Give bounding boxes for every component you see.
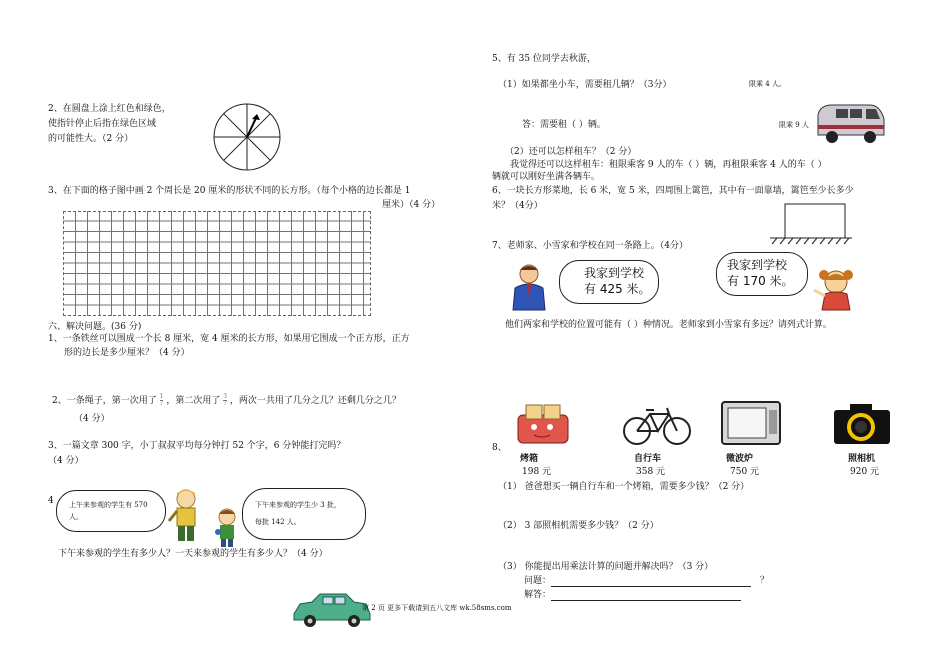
s3-line2: （4 分） (48, 456, 84, 466)
q6-line2: 米？（4分） (492, 201, 543, 211)
minibus-icon (812, 101, 888, 147)
s4-bubble-right-line2: 每批 142 人。 (255, 518, 301, 526)
bicycle-icon (622, 404, 692, 446)
teacher-speech-bubble (559, 260, 659, 304)
solution-blank[interactable] (551, 591, 741, 601)
limit-4-label: 限乘 4 人。 (749, 80, 786, 88)
fraction-2-num: 3 (223, 393, 228, 400)
problem-question-mark: ？ (759, 576, 769, 586)
q6-line1: 6、一块长方形菜地，长 6 米，宽 5 米，四周围上篱笆，其中有一面靠墙，篱笆至少长多少 (492, 186, 854, 196)
item-microwave-name: 微波炉 (726, 454, 754, 464)
teacher-icon (507, 262, 551, 312)
xiaoxue-bubble-line1: 我家到学校 (727, 258, 788, 272)
fraction-2-den: 7 (223, 400, 228, 407)
boy-figure-icon (168, 487, 204, 545)
q8-solution-row (524, 590, 741, 601)
s4-speech-bubble-right (242, 488, 366, 540)
q5-part1: （1）如果都坐小车，需要租几辆？（3分） (498, 80, 672, 90)
s4-question: 下午来参观的学生有多少人？一天来参观的学生有多少人？（4 分） (58, 549, 328, 559)
girl-xiaoxue-icon (812, 266, 856, 312)
s2-text-b: ，第二次用了 (166, 396, 221, 406)
camera-icon (832, 400, 892, 446)
grid-paper[interactable] (63, 211, 371, 316)
page-footer: 第 2 页 更多下载请到五八文库 wk.58sms.com (362, 604, 512, 612)
item-toaster-price: 198 元 (522, 467, 552, 477)
q7-heading: 7、老师家、小雪家和学校在同一条路上。（4分） (492, 241, 688, 251)
q2-line2: 使指针停止后指在绿色区域 (48, 119, 157, 129)
item-bicycle-name: 自行车 (634, 454, 662, 464)
xiaoxue-speech-bubble (716, 252, 808, 296)
problem-blank[interactable] (551, 577, 751, 587)
q5-heading: 5、有 35 位同学去秋游， (492, 54, 596, 64)
q8-part2: （2） 3 部照相机需要多少钱？（2 分） (498, 521, 659, 531)
s4-bubble-left-line2: 人。 (69, 513, 83, 521)
problem-label: 问题： (524, 576, 552, 586)
q5-answer: 答：需要租（ ）辆。 (522, 120, 606, 130)
q2-line1: 2、在圆盘上涂上红色和绿色， (48, 104, 171, 114)
q2-line3: 的可能性大。（2 分） (48, 134, 134, 144)
section-6-title: 六、解决问题。(36 分) (48, 322, 142, 332)
fraction-1-den: 7 (159, 400, 164, 407)
microwave-icon (720, 400, 784, 448)
q8-problem-row (524, 576, 769, 587)
q8-part3: （3） 你能提出用乘法计算的问题并解决吗？（3 分） (498, 562, 714, 572)
q3-line2: 厘米）（4 分） (382, 200, 441, 210)
toaster-icon (512, 401, 576, 447)
spinner-disc (212, 102, 282, 172)
limit-9-label: 限乘 9 人 (779, 121, 809, 129)
item-camera-name: 照相机 (848, 454, 876, 464)
s2-text-c: ，两次一共用了几分之几？还剩几分之几？ (229, 396, 401, 406)
s1-line2: 形的边长是多少厘米？（4 分） (64, 348, 190, 358)
fraction-2 (223, 394, 227, 407)
q5-part2-end: 辆就可以刚好坐满各辆车。 (492, 172, 601, 182)
s4-bubble-right-line1: 下午来参观的学生少 3 批， (255, 501, 341, 509)
q5-part2-body: 我觉得还可以这样租车：租限乘客 9 人的车（ ）辆，再租限乘客 4 人的车（ ） (510, 160, 827, 170)
q7-question: 他们两家和学校的位置可能有（ ）种情况。老师家到小雪家有多远？请列式计算。 (505, 320, 832, 330)
q8-number: 8、 (492, 443, 507, 453)
girl-figure-icon (214, 506, 240, 548)
solution-label: 解答： (524, 590, 552, 600)
garden-wall-diagram (768, 202, 854, 246)
item-camera-price: 920 元 (850, 467, 880, 477)
q8-part1: （1） 爸爸想买一辆自行车和一个烤箱，需要多少钱？（2 分） (498, 482, 750, 492)
s1-line1: 1、一条铁丝可以围成一个长 8 厘米，宽 4 厘米的长方形，如果用它围成一个正方形，正方 (48, 334, 410, 344)
q5-part2: （2）还可以怎样租车？（2 分） (505, 147, 637, 157)
car-icon (290, 590, 372, 630)
s4-number: 4 (48, 496, 54, 506)
item-microwave-price: 750 元 (730, 467, 760, 477)
s4-bubble-left-line1: 上午来参观的学生有 570 (69, 501, 148, 509)
s4-speech-bubble-left (56, 490, 166, 532)
xiaoxue-bubble-line2: 有 170 米。 (727, 274, 794, 288)
teacher-bubble-line2: 有 425 米。 (584, 282, 651, 296)
teacher-bubble-line1: 我家到学校 (584, 266, 645, 280)
s2-question (52, 394, 401, 407)
s2-text-a: 2、一条绳子，第一次用了 (52, 396, 157, 406)
q3-line1: 3、在下面的格子图中画 2 个周长是 20 厘米的形状不同的长方形。（每个小格的边长都是 1 (48, 186, 411, 196)
s2-points: （4 分） (74, 414, 110, 424)
fraction-1-num: 1 (159, 393, 164, 400)
s3-line1: 3、一篇文章 300 字，小丁叔叔平均每分钟打 52 个字，6 分钟能打完吗？ (48, 441, 346, 451)
item-bicycle-price: 358 元 (636, 467, 666, 477)
item-toaster-name: 烤箱 (520, 454, 539, 464)
fraction-1 (160, 394, 164, 407)
